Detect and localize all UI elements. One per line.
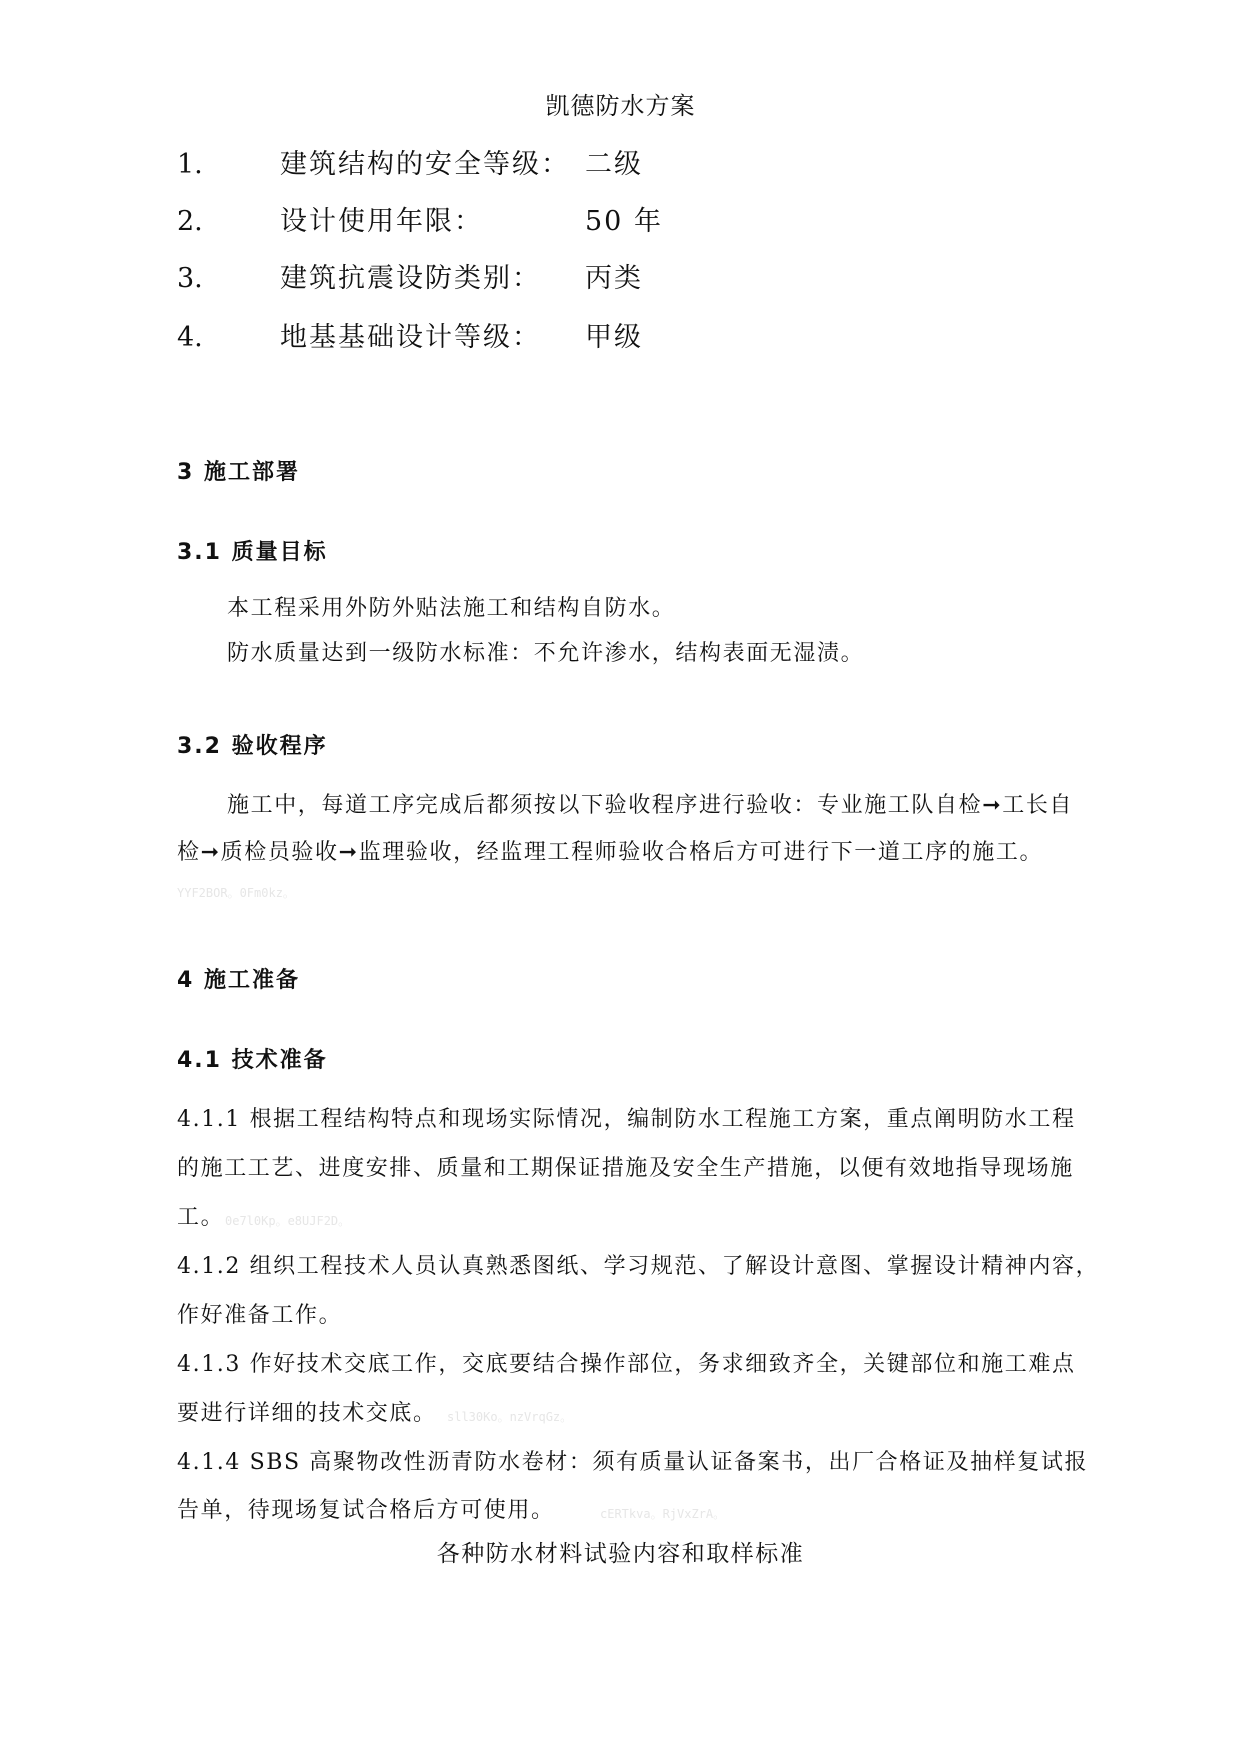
paragraph-line: 作好准备工作。 xyxy=(177,1303,343,1328)
paragraph-line: 4.1.3 作好技术交底工作，交底要结合操作部位，务求细致齐全，关键部位和施工难点 xyxy=(177,1352,1076,1377)
faint-code: cERTkva。RjVxZrA。 xyxy=(600,1507,726,1521)
paragraph-line: 4.1.4 SBS 高聚物改性沥青防水卷材：须有质量认证备案书，出厂合格证及抽样复试报 xyxy=(177,1450,1089,1475)
item-label: 设计使用年限： xyxy=(280,206,483,237)
item-number: 4. xyxy=(177,322,203,353)
paragraph-line: 本工程采用外防外贴法施工和结构自防水。 xyxy=(227,596,676,621)
paragraph-line: 防水质量达到一级防水标准：不允许渗水，结构表面无湿渍。 xyxy=(227,641,865,666)
item-label: 地基基础设计等级： xyxy=(280,322,541,353)
item-label: 建筑抗震设防类别： xyxy=(280,263,541,294)
paragraph-line: 检➞质检员验收➞监理验收，经监理工程师验收合格后方可进行下一道工序的施工。 xyxy=(177,840,1044,865)
paragraph-line: 工。 xyxy=(177,1205,225,1230)
paragraph-line: 4.1.2 组织工程技术人员认真熟悉图纸、学习规范、了解设计意图、掌握设计精神内容， xyxy=(177,1254,1100,1279)
subsection-heading: 4.1 技术准备 xyxy=(177,1048,328,1073)
faint-code: sll30Ko。nzVrqGz。 xyxy=(447,1410,573,1424)
item-number: 2. xyxy=(177,206,203,237)
section-heading: 4 施工准备 xyxy=(177,968,300,993)
paragraph-line: 的施工工艺、进度安排、质量和工期保证措施及安全生产措施，以便有效地指导现场施 xyxy=(177,1156,1074,1181)
item-number: 3. xyxy=(177,263,203,294)
subsection-heading: 3.2 验收程序 xyxy=(177,734,328,759)
page-header: 凯德防水方案 xyxy=(545,92,696,120)
item-value: 50 年 xyxy=(585,206,663,237)
item-number: 1. xyxy=(177,149,203,180)
subsection-heading: 3.1 质量目标 xyxy=(177,540,328,565)
paragraph-line: 告单，待现场复试合格后方可使用。 xyxy=(177,1498,555,1523)
item-value: 丙类 xyxy=(585,263,643,294)
paragraph-line: 要进行详细的技术交底。 xyxy=(177,1401,437,1426)
section-heading: 3 施工部署 xyxy=(177,460,300,485)
item-value: 甲级 xyxy=(585,322,643,353)
paragraph-line: 施工中，每道工序完成后都须按以下验收程序进行验收：专业施工队自检➞工长自 xyxy=(227,793,1074,818)
table-caption: 各种防水材料试验内容和取样标准 xyxy=(436,1541,805,1567)
item-label: 建筑结构的安全等级： xyxy=(280,149,570,180)
faint-code: YYF2BOR。0Fm0kz。 xyxy=(177,886,295,900)
paragraph-line: 4.1.1 根据工程结构特点和现场实际情况，编制防水工程施工方案，重点阐明防水工程 xyxy=(177,1107,1076,1132)
faint-code: 0e7l0Kp。e8UJF2D。 xyxy=(225,1214,351,1228)
item-value: 二级 xyxy=(585,149,643,180)
